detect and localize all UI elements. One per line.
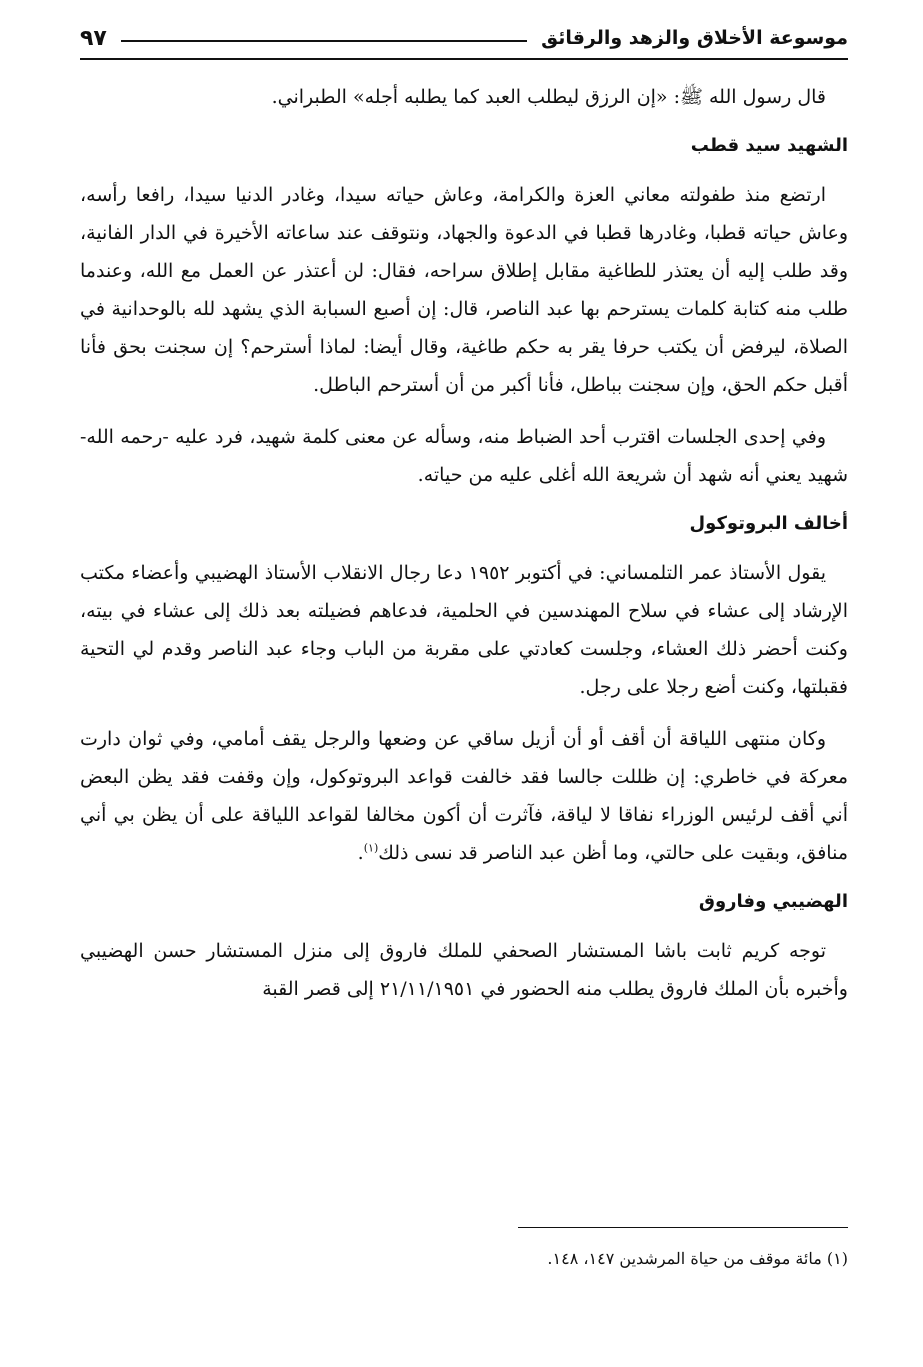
intro-hadith: قال رسول الله ﷺ: «إن الرزق ليطلب العبد كما يطلبه أجله» الطبراني. [271,86,826,108]
paragraph-protocol-2 [80,720,848,872]
paragraph-protocol-2-end: . [357,842,364,864]
heading-sayyid-qutb: الشهيد سيد قطب [690,135,848,156]
paragraph-protocol-2-text: وكان منتهى اللياقة أن أقف أو أن أزيل ساقي عن وضعها والرجل يقف أمامي، وفي ثوان دارت معركة في خاطري: إن ظللت جالسا فقد خالفت قواعد البروتوكول، وإن وقفت فقد يظن البعض أني أقف لرئيس الوزراء نفاقا لا لياقة، فآثرت أن أكون مخالفا لقواعد اللياقة على أن يظن بي أني منافق، وبقيت على حالتي، وما أظن عبد الناصر قد نسى ذلك [80,728,848,864]
header-rule [121,40,527,42]
running-header [80,20,848,56]
paragraph-qutb-1: ارتضع منذ طفولته معاني العزة والكرامة، وعاش حياته سيدا، وغادر الدنيا سيدا، رافعا رأسه، وعاش حياته قطبا، وغادرها قطبا في الدعوة والجهاد، ونتوقف عند ساعاته الأخيرة في الدار الفانية، وقد طلب إليه أن يعتذر للطاغية مقابل إطلاق سراحه، فقال: لن أعتذر عن العمل مع الله، وعندما طلب منه كتابة كلمات يسترحم بها عبد الناصر، قال: إن أصبع السبابة الذي يشهد لله بالوحدانية في الصلاة، ليرفض أن يكتب حرفا يقر به حكم طاغية، وقال أيضا: لماذا أسترحم؟ إن سجنت بحق فأنا أقبل حكم الحق، وإن سجنت بباطل، فأنا أكبر من أن أسترحم الباطل. [80,184,848,396]
paragraph-qutb-2: وفي إحدى الجلسات اقترب أحد الضباط منه، وسأله عن معنى كلمة شهيد، فرد عليه -رحمه الله- شهيد يعني أنه شهد أن شريعة الله أغلى عليه من حياته. [80,426,848,486]
footnote-separator [518,1227,848,1228]
heading-protocol: أخالف البروتوكول [689,513,848,534]
book-title: موسوعة الأخلاق والزهد والرقائق [541,27,848,49]
footnote-reference[interactable]: (١) [363,841,379,855]
heading-hudaybi-farouk: الهضيبي وفاروق [698,891,848,912]
paragraph-hudaybi-1: توجه كريم ثابت باشا المستشار الصحفي للملك فاروق إلى منزل المستشار حسن الهضيبي وأخبره بأن الملك فاروق يطلب منه الحضور في ٢١/١١/١٩٥١ إلى قصر القبة [80,940,848,1000]
page-number: ٩٧ [80,25,107,51]
header-underline [80,58,848,60]
page-body [80,78,848,1008]
book-page [80,0,848,1367]
footnote: (١) مائة موقف من حياة المرشدين ١٤٧، ١٤٨. [547,1249,848,1268]
paragraph-protocol-1: يقول الأستاذ عمر التلمساني: في أكتوبر ١٩٥٢ دعا رجال الانقلاب الأستاذ الهضيبي وأعضاء مكتب الإرشاد إلى عشاء في سلاح المهندسين في الحلمية، فدعاهم فضيلته بعد ذلك إلى عشاء في بيته، وكنت أحضر ذلك العشاء، وجلست كعادتي على مقربة من الباب وجاء عبد الناصر وقدم لي التحية فقبلتها، وكنت أضع رجلا على رجل. [80,562,848,698]
